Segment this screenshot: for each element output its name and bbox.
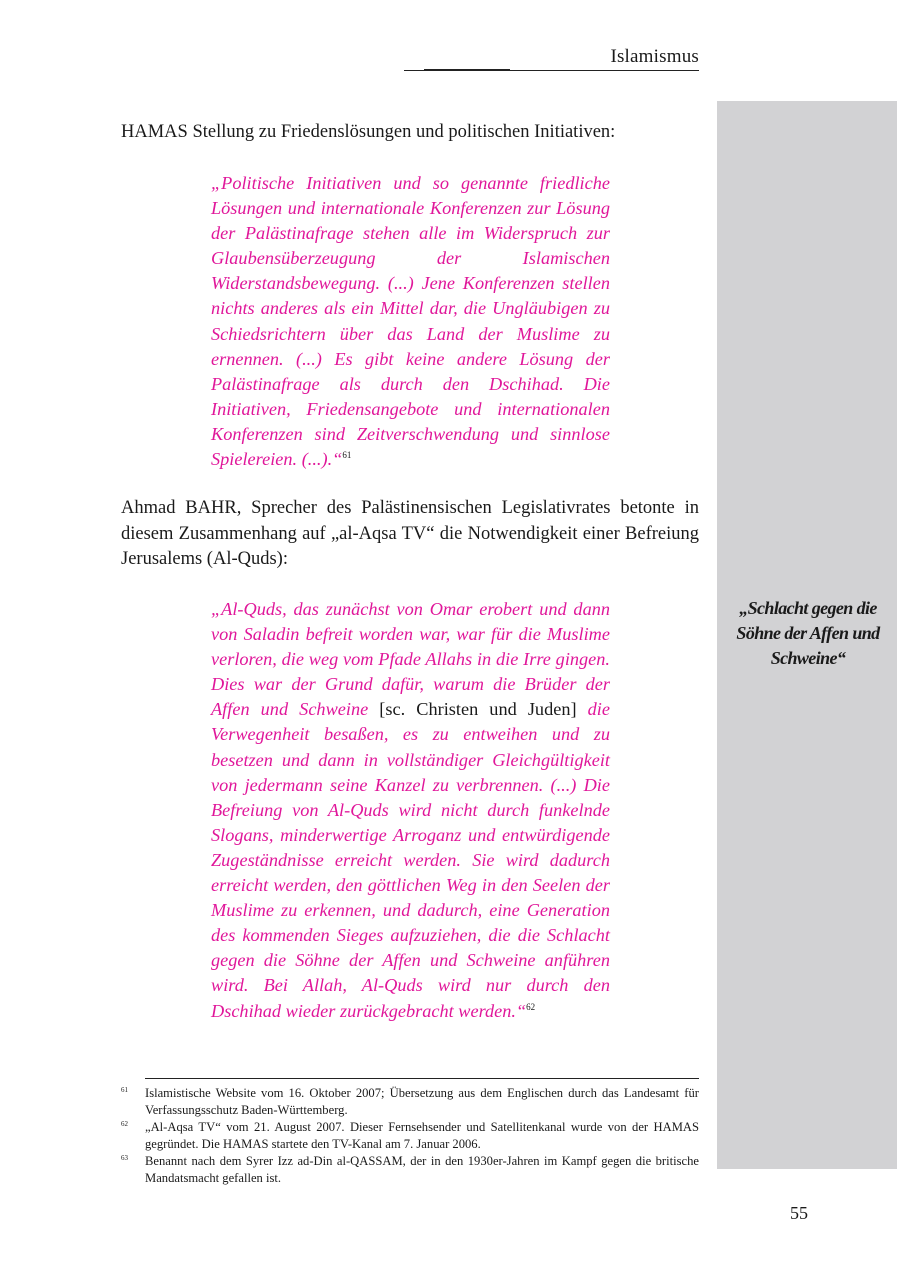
footnote-text: „Al-Aqsa TV“ vom 21. August 2007. Dieser Fernsehsender und Satellitenkanal wurde von der HAMAS gegründet. Die HAMAS startete den TV-Kanal am 7. Januar 2006. (145, 1120, 699, 1151)
running-title: Islamismus (610, 46, 699, 67)
quote-2-insertion: [sc. Christen und Juden] (368, 699, 588, 720)
quote-1-text: „Politische Initiativen und so genannte friedliche Lösungen und internationale Konferenzen zur Lösung der Palästinafrage stehen alle im Widerspruch zur Glaubensüberzeugung der Islamischen Widerstandsbewegung. (...) Jene Konferenzen stellen nichts anderes als ein Mittel dar, die Ungläubigen zu Schiedsrichtern über das Land der Muslime zu ernennen. (...) Es gibt keine andere Lösung der Palästinafrage als durch den Dschihad. Die Initiativen, Friedensangebote und internationalen Konferenzen sind Zeitverschwendung und sinnlose Spielereien. (...).“ (211, 173, 610, 470)
intro-paragraph (121, 120, 699, 146)
quote-block-2 (211, 597, 610, 1024)
footnote-61 (121, 1085, 699, 1119)
footnote-62 (121, 1119, 699, 1153)
footnote-number: 61 (121, 1086, 128, 1094)
header-rule-accent (424, 69, 510, 71)
footnote-number: 62 (121, 1120, 128, 1128)
quote-2-text-after: die Verwegenheit besaßen, es zu entweihen und zu besetzen und dann in vollständiger Gleichgültigkeit von jedermann seine Kanzel zu verbrennen. (...) Die Befreiung von Al-Quds wird nicht durch funkelnde Slogans, minderwertige Arroganz und entwürdigende Zugeständnisse erreicht werden. Sie wird dadurch erreicht werden, den göttlichen Weg in den Seelen der Muslime zu erkennen, und dadurch, eine Generation des kommenden Sieges aufzuziehen, die die Schlacht gegen die Söhne der Affen und Schweine anführen wird. Bei Allah, Al-Quds wird nur durch den Dschihad wieder zurückgebracht werden.“ (211, 699, 610, 1021)
footnote-text: Islamistische Website vom 16. Oktober 2007; Übersetzung aus dem Englischen durch das Landesamt für Verfassungsschutz Baden-Württemberg. (145, 1086, 699, 1117)
footnote-ref-62[interactable]: 62 (526, 1001, 536, 1012)
footnote-ref-61[interactable]: 61 (342, 449, 352, 460)
footnote-number: 63 (121, 1154, 128, 1162)
intro-text: HAMAS Stellung zu Friedenslösungen und politischen Initiativen: (121, 122, 616, 142)
bahr-text: Ahmad BAHR, Sprecher des Palästinensischen Legislativrates betonte in diesem Zusammenhang auf „al-Aqsa TV“ die Notwendigkeit einer Befreiung Jerusalems (Al-Quds): (121, 498, 699, 569)
footnote-63 (121, 1153, 699, 1187)
quote-block-1 (211, 171, 610, 472)
margin-note: „Schlacht gegen die Söhne der Affen und Schweine“ (736, 598, 880, 668)
bahr-paragraph (121, 496, 699, 573)
quote-2-text-before: „Al-Quds, das zunächst von Omar erobert und dann von Saladin befreit worden war, war für die Muslime verloren, die weg vom Pfade Allahs in die Irre gingen. Dies war der Grund dafür, warum die Brüder der Affen und Schweine (211, 599, 610, 720)
footnote-text: Benannt nach dem Syrer Izz ad-Din al-QASSAM, der in den 1930er-Jahren im Kampf gegen die britische Mandatsmacht gefallen ist. (145, 1154, 699, 1185)
footnotes (121, 1085, 699, 1187)
page-number: 55 (790, 1203, 808, 1223)
footnote-rule (145, 1078, 699, 1079)
